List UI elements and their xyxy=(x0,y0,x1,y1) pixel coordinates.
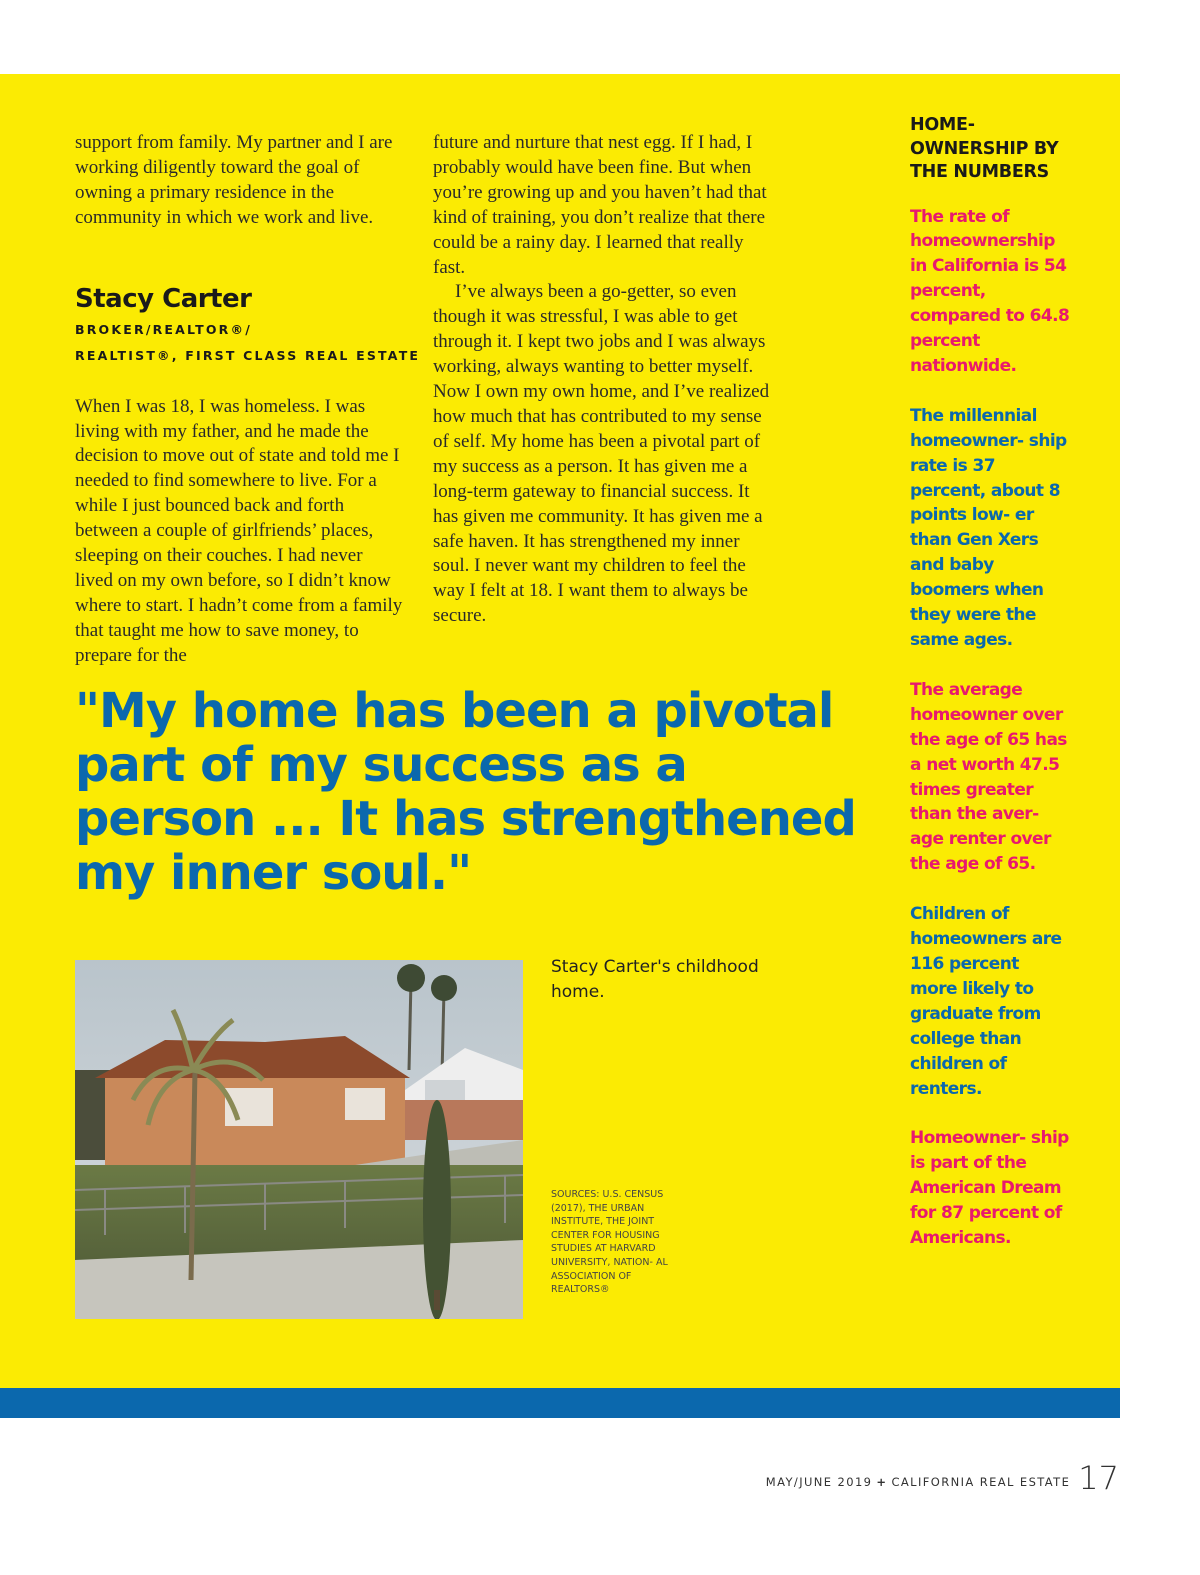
article-column-left xyxy=(75,131,421,669)
body-paragraph-continued: future and nurture that nest egg. If I had, I probably would have been fine. But when you’re growing up and you haven’t had that kind of training, you don’t realize that there could be a rainy day. I learned that really fast. xyxy=(433,132,767,278)
sidebar-title: HOME- OWNERSHIP BY THE NUMBERS xyxy=(910,115,1059,182)
article-column-middle xyxy=(433,131,773,629)
page-footer xyxy=(765,1459,1119,1497)
sidebar-fact-children-graduation: Children of homeowners are 116 percent more likely to graduate from college than children of renters. xyxy=(910,904,1062,1099)
body-paragraph: When I was 18, I was homeless. I was living with my father, and he made the decision to move out of state and told me I needed to find somewhere to live. For a while I just bounced back and forth between a couple of girlfriends’ places, sleeping on their couches. I had never lived on my own before, so I didn’t know where to start. I hadn’t come from a family that taught me how to save money, to prepare for the xyxy=(75,395,403,666)
childhood-home-photo xyxy=(75,960,523,1319)
body-paragraph-2: I’ve always been a go-getter, so even though it was stressful, I was able to get through it. I kept two jobs and I was always working, always wanting to better myself. Now I own my own home, and I’ve realized how much that has contributed to my sense of self. My home has been a pivotal part of my success as a person. It has given me a long-term gateway to financial success. It has given me community. It has given me a safe haven. It has strengthened my inner soul. I never want my children to feel the way I felt at 18. I want them to always be secure. xyxy=(433,281,770,627)
house-photo-illustration xyxy=(75,960,523,1319)
sidebar-fact-american-dream: Homeowner- ship is part of the American Dream for 87 percent of Americans. xyxy=(910,1128,1069,1249)
pull-quote: "My home has been a pivotal part of my success as a person ... It has strengthened my inner soul." xyxy=(75,683,856,901)
blue-bottom-band xyxy=(0,1388,1120,1418)
footer-plus-icon: + xyxy=(876,1475,888,1489)
sidebar-fact-net-worth: The average homeowner over the age of 65 has a net worth 47.5 times greater than the aver- age renter over the age of 65. xyxy=(910,679,1067,875)
sources-note: SOURCES: U.S. CENSUS (2017), THE URBAN INSTITUTE, THE JOINT CENTER FOR HOUSING STUDIES AT HARVARD UNIVERSITY, NATION- AL ASSOCIATION OF REALTORS® xyxy=(551,1189,668,1296)
footer-running-title xyxy=(766,1475,1070,1489)
profile-role-line1: BROKER/REALTOR®/ xyxy=(75,321,252,337)
sidebar-fact-california-rate: The rate of homeownership in California is 54 percent, compared to 64.8 percent nationwide. xyxy=(910,206,1070,376)
homeownership-sidebar xyxy=(910,114,1070,1276)
profile-name: Stacy Carter xyxy=(75,283,252,314)
footer-publication: CALIFORNIA REAL ESTATE xyxy=(891,1475,1071,1489)
photo-caption: Stacy Carter's childhood home. xyxy=(551,957,759,1002)
footer-issue: MAY/JUNE 2019 xyxy=(765,1475,873,1489)
sidebar-fact-millennial-rate: The millennial homeowner- ship rate is 37 percent, about 8 points low- er than Gen Xers and baby boomers when they were the same ages. xyxy=(910,405,1067,650)
intro-paragraph: support from family. My partner and I are working diligently toward the goal of owning a primary residence in the community in which we work and live. xyxy=(75,132,393,228)
profile-role-line2: REALTIST®, FIRST CLASS REAL ESTATE xyxy=(75,347,421,363)
profile-role xyxy=(75,317,421,369)
page-number: 17 xyxy=(1078,1459,1119,1497)
